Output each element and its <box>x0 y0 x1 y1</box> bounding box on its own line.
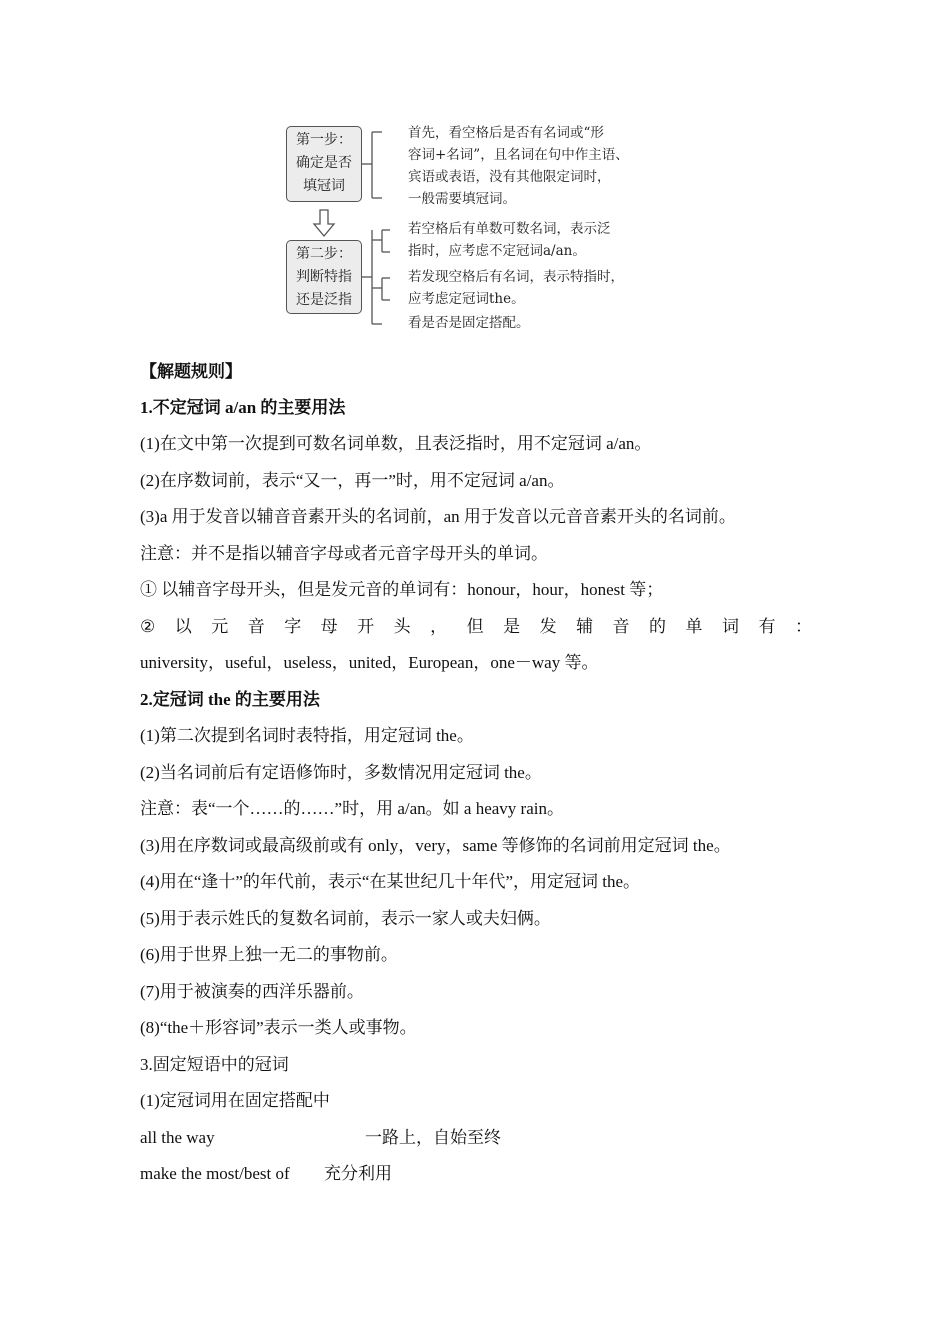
note2-char: 元 <box>211 617 229 636</box>
phrase-row <box>140 1126 215 1150</box>
section1-note-2-cont: university，useful，useless，united，European，one－way 等。 <box>140 653 599 672</box>
note2-char: 母 <box>320 617 338 636</box>
step1-line: 填冠词 <box>303 178 345 194</box>
note2-char: 音 <box>612 617 630 636</box>
note2-char: 词 <box>722 617 739 636</box>
step2-note-3 <box>408 312 530 334</box>
section2-item: (6)用于世界上独一无二的事物前。 <box>140 945 398 964</box>
section2-item: (3)用在序数词或最高级前或有 only，very，same 等修饰的名词前用定冠词 the。 <box>140 836 731 855</box>
section2-item: (7)用于被演奏的西洋乐器前。 <box>140 982 364 1001</box>
note-line: 若空格后有单数可数名词，表示泛 <box>408 221 611 237</box>
step2-line: 第二步： <box>296 246 352 262</box>
step2-line: 判断特指 <box>296 269 352 285</box>
section2-item: (2)当名词前后有定语修饰时，多数情况用定冠词 the。 <box>140 763 542 782</box>
note-line: 宾语或表语，没有其他限定词时， <box>408 169 611 185</box>
note2-char: ② <box>140 617 156 636</box>
section1-item: (1)在文中第一次提到可数名词单数，且表泛指时，用不定冠词 a/an。 <box>140 434 652 453</box>
phrase-en: make the most/best of <box>140 1164 290 1183</box>
flow-diagram <box>286 118 686 340</box>
note-line: 指时，应考虑不定冠词a/an。 <box>408 243 586 259</box>
phrase-zh: 充分利用 <box>324 1164 392 1183</box>
step2-note-1 <box>408 218 611 262</box>
note2-char: 以 <box>174 617 192 636</box>
step1-line: 第一步： <box>296 132 352 148</box>
section1-note: 注意：并不是指以辅音字母或者元音字母开头的单词。 <box>140 544 548 563</box>
rules-heading: 【解题规则】 <box>140 362 242 382</box>
note-line: 一般需要填冠词。 <box>408 191 516 207</box>
note2-char: 音 <box>247 617 265 636</box>
section3-sub: (1)定冠词用在固定搭配中 <box>140 1091 330 1110</box>
step1-line: 确定是否 <box>296 155 352 171</box>
step1-box <box>286 126 362 202</box>
note-line: 首先，看空格后是否有名词或“形 <box>408 125 604 141</box>
note2-char: ： <box>794 617 812 636</box>
note2-char: 是 <box>503 617 521 636</box>
section1-item: (2)在序数词前，表示“又一，再一”时，用不定冠词 a/an。 <box>140 471 565 490</box>
step2-note-2 <box>408 266 624 310</box>
section2-note: 注意：表“一个……的……”时，用 a/an。如 a heavy rain。 <box>140 799 564 818</box>
section1-title: 1.不定冠词 a/an 的主要用法 <box>140 398 346 417</box>
note2-char: 字 <box>284 617 302 636</box>
section3-title: 3.固定短语中的冠词 <box>140 1055 289 1074</box>
section2-item: (4)用在“逢十”的年代前，表示“在某世纪几十年代”，用定冠词 the。 <box>140 872 641 891</box>
phrase-row <box>140 1162 290 1186</box>
note2-char: 辅 <box>576 617 594 636</box>
note-line: 容词+名词”，且名词在句中作主语、 <box>408 147 629 163</box>
section1-item: (3)a 用于发音以辅音音素开头的名词前，an 用于发音以元音音素开头的名词前。 <box>140 507 736 526</box>
section1-note-1: ① 以辅音字母开头，但是发元音的单词有：honour，hour，honest 等； <box>140 580 664 599</box>
note2-char: ， <box>430 617 448 636</box>
note2-char: 有 <box>758 617 776 636</box>
note2-char: 但 <box>466 617 484 636</box>
note-line: 若发现空格后有名词，表示特指时， <box>408 269 624 285</box>
section2-title: 2.定冠词 the 的主要用法 <box>140 690 320 709</box>
note-line: 应考虑定冠词the。 <box>408 291 525 307</box>
note2-char: 的 <box>649 617 667 636</box>
section2-item: (5)用于表示姓氏的复数名词前，表示一家人或夫妇俩。 <box>140 909 551 928</box>
step1-note <box>408 122 629 210</box>
section2-item: (1)第二次提到名词时表特指，用定冠词 the。 <box>140 726 474 745</box>
note2-char: 单 <box>685 617 703 636</box>
step2-box <box>286 240 362 314</box>
step2-line: 还是泛指 <box>296 292 352 308</box>
section1-note-2 <box>140 615 812 639</box>
note2-char: 发 <box>539 617 557 636</box>
phrase-zh: 一路上，自始至终 <box>365 1128 501 1147</box>
section2-item: (8)“the＋形容词”表示一类人或事物。 <box>140 1018 417 1037</box>
phrase-en: all the way <box>140 1128 215 1147</box>
note2-char: 开 <box>357 617 375 636</box>
note-line: 看是否是固定搭配。 <box>408 315 530 331</box>
note2-char: 头 <box>393 617 411 636</box>
